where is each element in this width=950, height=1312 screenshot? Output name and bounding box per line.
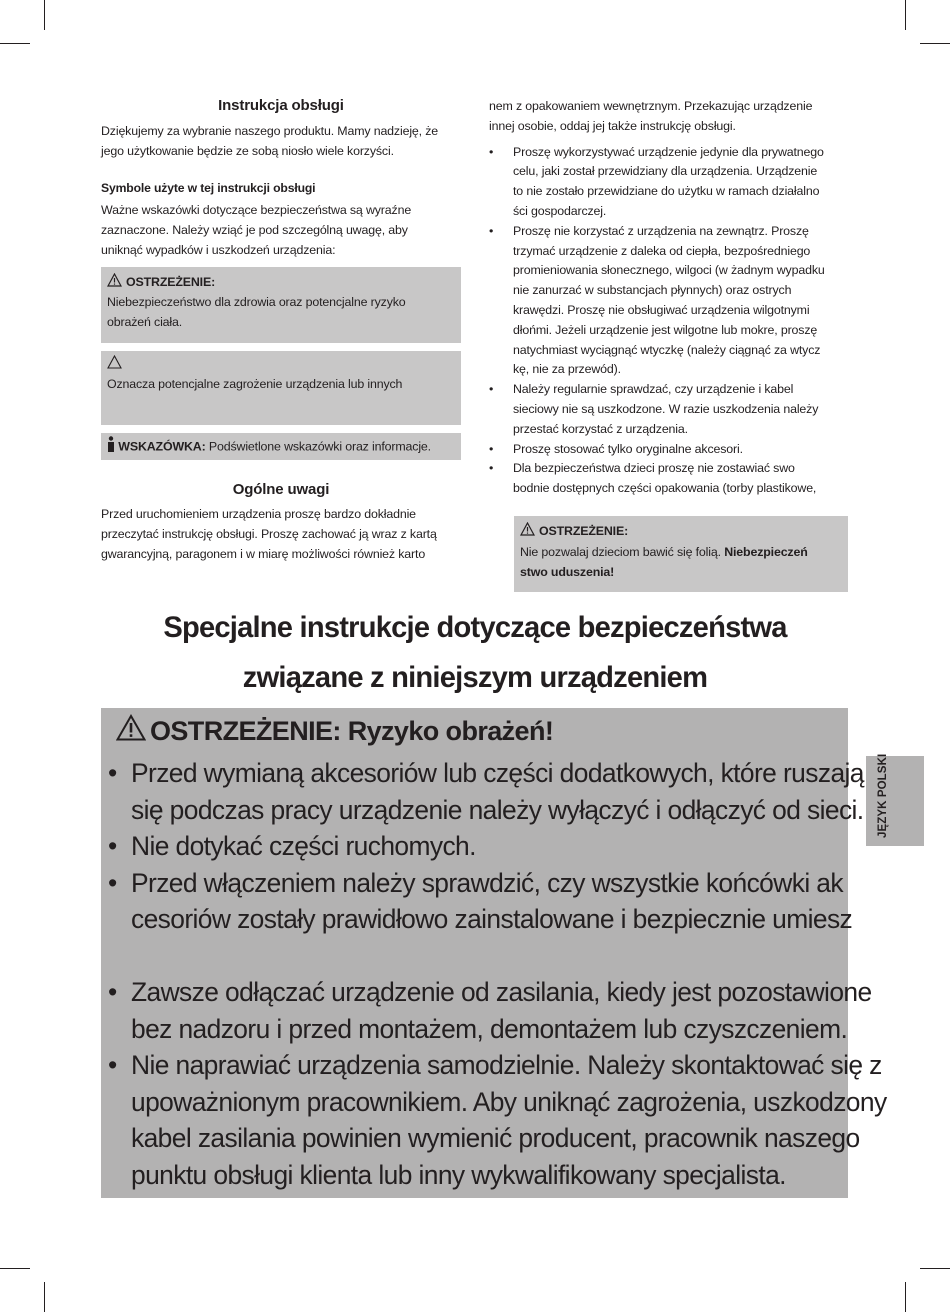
warning-box-line: Niebezpieczeństwo dla zdrowia oraz potencjalne ryzyko	[107, 295, 406, 310]
child-warning-title-text: OSTRZEŻENIE:	[539, 524, 629, 539]
list-item-line: • Nie naprawiać urządzenia samodzielnie. Należy skontaktować się z	[131, 1050, 882, 1080]
warning-box-line: obrażeń ciała.	[107, 315, 183, 330]
language-tab	[866, 753, 924, 846]
symbols-line: zaznaczone. Należy wziąć je pod szczególną uwagę, aby	[101, 222, 408, 237]
caution-triangle-icon	[107, 355, 455, 375]
crop-mark	[920, 43, 950, 44]
intro-line: Dziękujemy za wybranie naszego produktu. Mamy nadzieję, że	[101, 123, 439, 138]
main-title-line-1: Specjalne instrukcje dotyczące bezpieczeństwa	[163, 611, 787, 644]
list-item	[108, 755, 864, 828]
list-item-line: upoważnionym pracownikiem. Aby uniknąć zagrożenia, uszkodzony	[131, 1086, 887, 1117]
list-item-line: • Proszę wykorzystywać urządzenie jedynie dla prywatnego	[513, 144, 824, 159]
list-item	[489, 222, 849, 380]
list-item-line: kę, nie za przewód).	[513, 362, 621, 377]
child-warning-box	[514, 516, 848, 592]
general-heading: Ogólne uwagi	[232, 480, 330, 498]
list-item-line: • Przed wymianą akcesoriów lub części dodatkowych, które ruszają	[131, 758, 864, 788]
right-column	[489, 97, 849, 592]
list-item	[108, 974, 872, 1047]
list-item-line: • Należy regularnie sprawdzać, czy urządzenie i kabel	[513, 382, 794, 397]
list-item-line: • Przed włączeniem należy sprawdzić, czy wszystkie końcówki ak	[131, 867, 843, 898]
hint-text: Podświetlone wskazówki oraz informacje.	[208, 439, 431, 454]
list-item-line: sieciowy nie są uszkodzone. W razie uszkodzenia należy	[513, 401, 819, 416]
lead-line: innej osobie, oddaj jej także instrukcję obsługi.	[489, 118, 736, 133]
warning-box	[101, 267, 461, 343]
list-item-line: przestać korzystać z urządzenia.	[513, 421, 688, 436]
list-item-line: ści gospodarczej.	[513, 203, 607, 218]
main-title-line-2: związane z niniejszym urządzeniem	[242, 661, 708, 694]
symbols-line: Ważne wskazówki dotyczące bezpieczeństwa są wyraźne	[101, 203, 412, 218]
caution-box-text: Oznacza potencjalne zagrożenie urządzenia lub innych	[107, 376, 403, 391]
list-item-line: cesoriów zostały prawidłowo zainstalowane i bezpiecznie umiesz	[131, 904, 853, 934]
info-icon	[107, 436, 115, 459]
list-item	[489, 380, 849, 439]
warning-box-title	[107, 273, 455, 294]
list-item-line: się podczas pracy urządzenie należy wyłączyć i odłączyć od sieci.	[131, 794, 864, 825]
list-item	[108, 865, 853, 938]
hint-label: WSKAZÓWKA:	[118, 439, 206, 454]
injury-warning-title	[116, 714, 553, 748]
list-item-line: • Proszę nie korzystać z urządzenia na zewnątrz. Proszę	[513, 223, 809, 238]
hint-box	[101, 433, 461, 460]
left-column	[101, 96, 461, 565]
general-line: przeczytać instrukcję obsługi. Proszę zachować ją wraz z kartą	[101, 527, 437, 542]
crop-mark	[905, 0, 906, 30]
list-item-line: celu, jaki został przewidziany dla urządzenia. Urządzenie	[513, 164, 818, 179]
language-tab-label: JĘZYK POLSKI	[877, 753, 889, 838]
crop-mark	[905, 1282, 906, 1312]
intro-line: jego użytkowanie będzie ze sobą niosło wiele korzyści.	[101, 143, 394, 158]
list-item-line: dłońmi. Jeżeli urządzenie jest wilgotne lub mokre, proszę	[513, 322, 818, 337]
child-warning-emphasis: Niebezpieczeń	[724, 544, 808, 559]
list-item-line: kabel zasilania powinien wymienić producent, pracownik naszego	[131, 1123, 860, 1153]
crop-mark	[0, 43, 30, 44]
list-item	[108, 1047, 887, 1193]
list-item-line: trzymać urządzenie z daleka od ciepła, bezpośredniego	[513, 243, 811, 258]
crop-mark	[920, 1268, 950, 1269]
lead-line: nem z opakowaniem wewnętrznym. Przekazując urządzenie	[489, 99, 813, 113]
crop-mark	[0, 1268, 30, 1269]
list-item-line: natychmiast wyciągnąć wtyczkę (należy ciągnąć za wtycz	[513, 342, 821, 357]
child-warning-line	[520, 563, 842, 583]
list-item-line: promieniowania słonecznego, wilgoci (w żadnym wypadku	[513, 263, 825, 278]
child-warning-title	[520, 522, 842, 543]
list-item-line: • Dla bezpieczeństwa dzieci proszę nie zostawiać swo	[513, 461, 795, 476]
list-item	[108, 828, 848, 865]
list-item-line: to nie zostało przewidziane do użytku w ramach działalno	[513, 184, 820, 199]
list-item-line: punktu obsługi klienta lub inny wykwalifikowany specjalista.	[131, 1159, 786, 1190]
list-item	[489, 143, 849, 222]
child-warning-emphasis: stwo uduszenia!	[520, 564, 615, 579]
list-item-line: • Zawsze odłączać urządzenie od zasilania, kiedy jest pozostawione	[131, 977, 872, 1007]
list-item-line: krawędzi. Proszę nie obsługiwać urządzenia wilgotnymi	[513, 302, 810, 317]
child-warning-line	[520, 543, 842, 563]
list-item-line: • Proszę stosować tylko oryginalne akcesori.	[513, 441, 743, 456]
crop-mark	[44, 1282, 45, 1312]
list-item-line: nie zanurzać w substancjach płynnych) oraz ostrych	[513, 283, 792, 298]
safety-list	[489, 143, 849, 499]
list-item-line: bez nadzoru i przed montażem, demontażem lub czyszczeniem.	[131, 1013, 848, 1044]
child-warning-text: Nie pozwalaj dzieciom bawić się folią.	[520, 544, 721, 559]
warning-triangle-icon	[107, 273, 122, 294]
crop-mark	[44, 0, 45, 30]
symbols-heading: Symbole użyte w tej instrukcji obsługi	[101, 181, 316, 196]
caution-box	[101, 351, 461, 425]
warning-triangle-icon	[116, 714, 146, 748]
warning-triangle-icon	[520, 522, 535, 543]
general-line: Przed uruchomieniem urządzenia proszę bardzo dokładnie	[101, 507, 416, 522]
list-item	[489, 459, 849, 499]
list-item	[489, 440, 849, 460]
warning-box-title-text: OSTRZEŻENIE:	[126, 275, 216, 290]
general-line: gwarancyjną, paragonem i w miarę możliwości również karto	[101, 546, 426, 561]
instruction-heading: Instrukcja obsługi	[218, 97, 344, 114]
list-item-line: bodnie dostępnych części opakowania (torby plastikowe,	[513, 481, 817, 496]
list-item-line: • Nie dotykać części ruchomych.	[131, 831, 476, 861]
symbols-line: uniknąć wypadków i uszkodzeń urządzenia:	[101, 242, 336, 257]
injury-warning-title-text: OSTRZEŻENIE: Ryzyko obrażeń!	[150, 715, 554, 746]
